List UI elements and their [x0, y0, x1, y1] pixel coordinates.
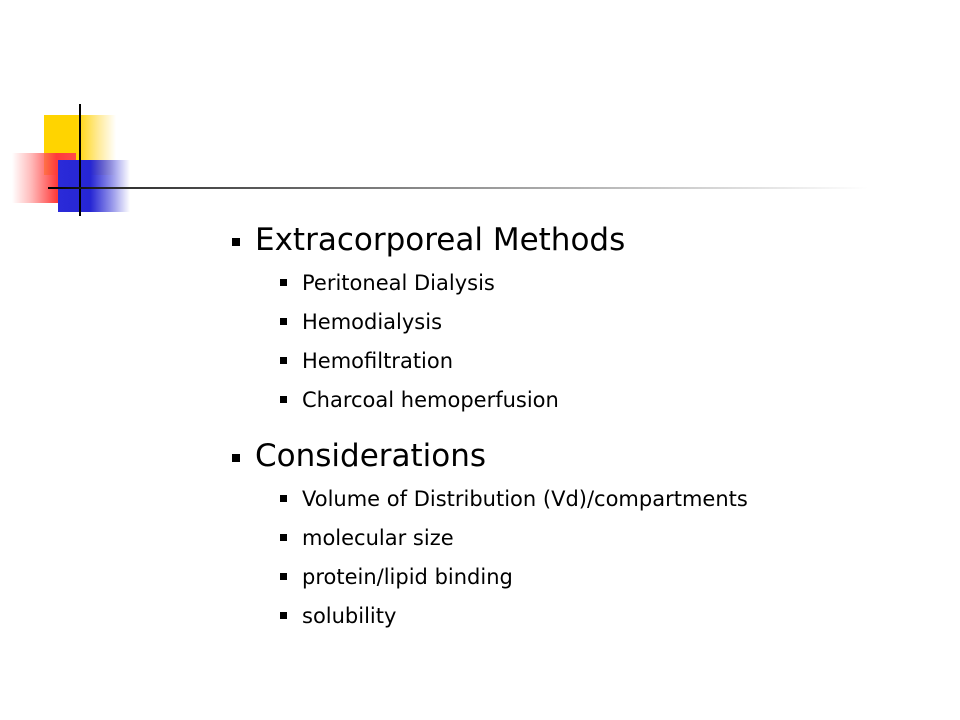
list-item-text: Charcoal hemoperfusion: [302, 388, 559, 412]
square-bullet-icon: [280, 612, 287, 619]
template-logo-decoration: [0, 0, 960, 230]
blue-square-shape: [58, 160, 130, 212]
square-bullet-icon: [280, 534, 287, 541]
list-item-text: molecular size: [302, 526, 454, 550]
square-bullet-icon: [280, 318, 287, 325]
square-bullet-icon: [280, 357, 287, 364]
square-bullet-icon: [280, 279, 287, 286]
square-bullet-icon: [280, 396, 287, 403]
list-item-text: Peritoneal Dialysis: [302, 271, 495, 295]
horizontal-rule-line: [48, 187, 868, 189]
section-heading-extracorporeal-methods: [230, 218, 930, 264]
square-bullet-icon: [232, 238, 240, 246]
list-item: [230, 342, 930, 381]
list-item: [230, 519, 930, 558]
list-item-text: Hemodialysis: [302, 310, 443, 334]
list-item-text: Volume of Distribution (Vd)/compartments: [302, 487, 748, 511]
square-bullet-icon: [280, 495, 287, 502]
list-item-text: Hemofiltration: [302, 349, 454, 373]
list-item: [230, 303, 930, 342]
bullet-list: [230, 218, 930, 636]
section-heading-text: Considerations: [255, 438, 487, 474]
list-item-text: solubility: [302, 604, 397, 628]
square-bullet-icon: [280, 573, 287, 580]
list-item: [230, 381, 930, 420]
list-item: [230, 558, 930, 597]
list-item-text: protein/lipid binding: [302, 565, 513, 589]
vertical-rule-line: [79, 104, 81, 216]
section-heading-considerations: [230, 434, 930, 480]
list-item: [230, 597, 930, 636]
list-item: [230, 264, 930, 303]
section-heading-text: Extracorporeal Methods: [255, 222, 626, 258]
list-item: [230, 480, 930, 519]
square-bullet-icon: [232, 454, 240, 462]
section-spacer: [230, 420, 930, 434]
